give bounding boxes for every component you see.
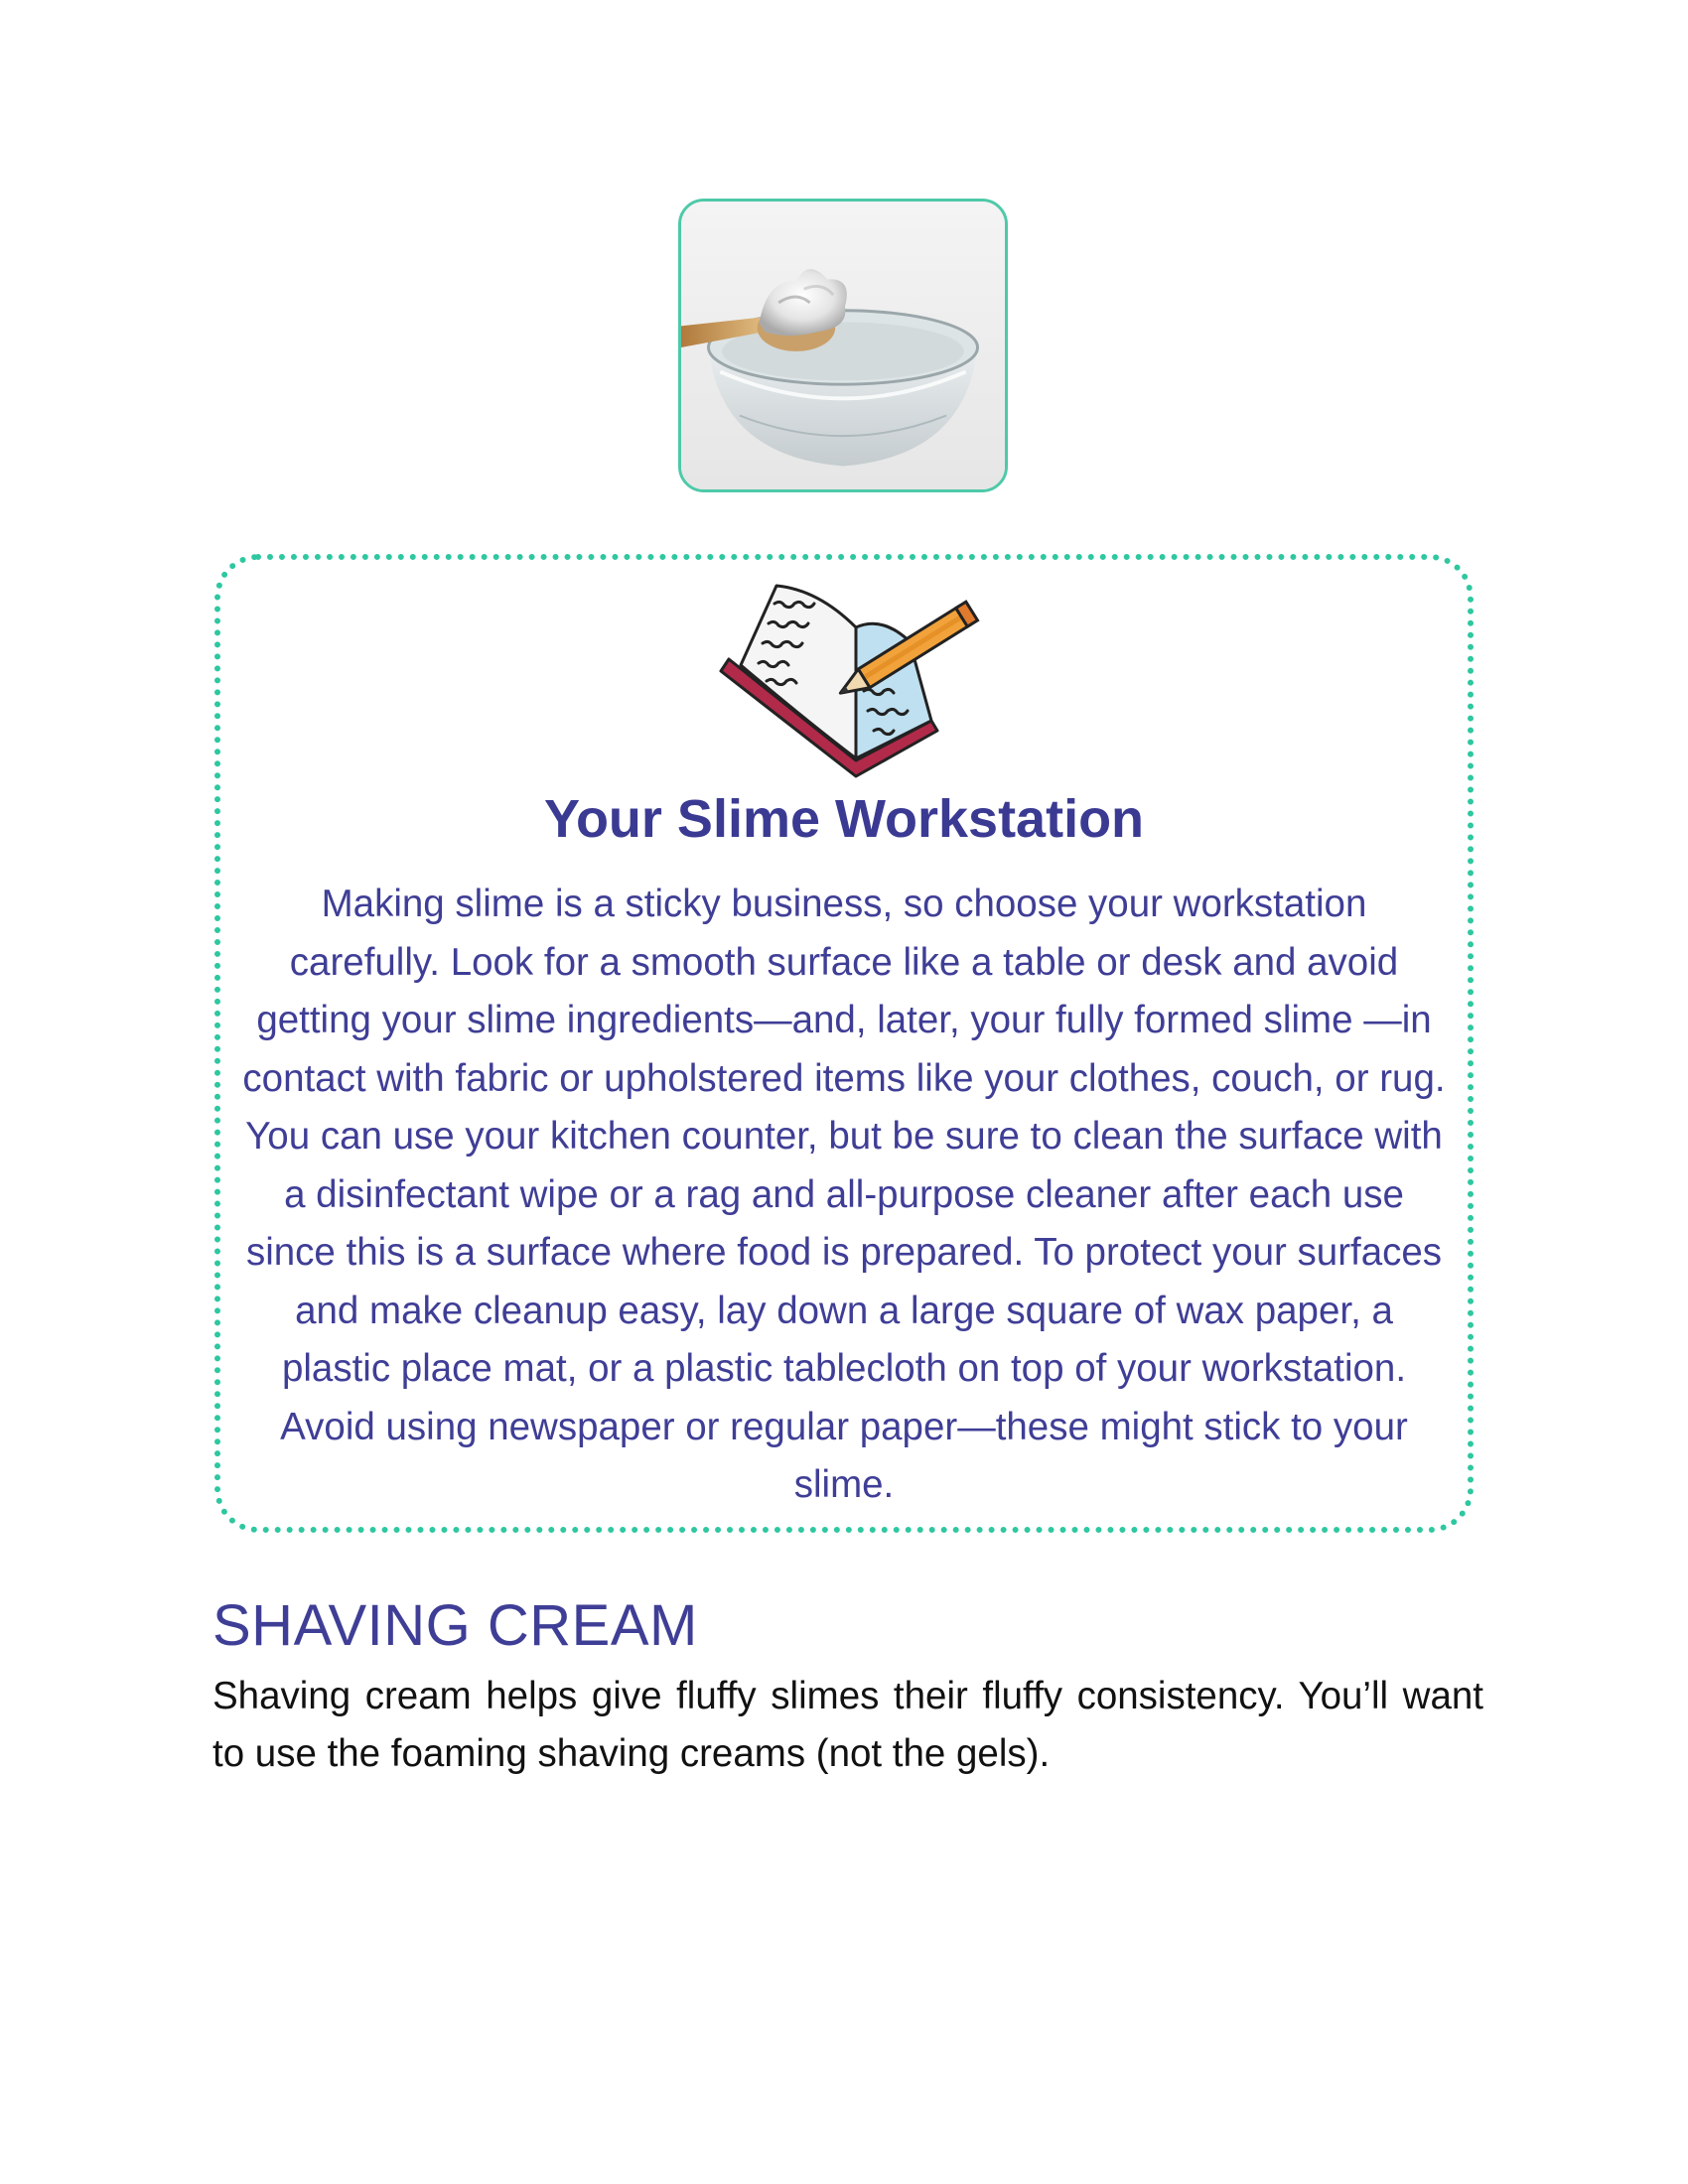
bowl-with-shaving-cream-photo xyxy=(681,202,1005,489)
workstation-tip-box xyxy=(214,554,1474,1533)
section-body: Shaving cream helps give fluffy slimes their fluffy consistency. You’ll want to use the foaming shaving creams (not the gels). xyxy=(212,1675,1483,1775)
section-heading: SHAVING CREAM xyxy=(212,1593,698,1658)
bowl-photo xyxy=(678,199,1008,492)
tip-title: Your Slime Workstation xyxy=(543,789,1145,849)
tip-body: Making slime is a sticky business, so choose your workstation carefully. Look for a smooth surface like a table or desk and avoid getting your slime ingredients—and, later, your fully formed slime —in contact with fabric or upholstered items like your clothes, couch, or rug. You can use your kitchen counter, but be sure to clean the surface with a disinfectant wipe or a rag and all-purpose cleaner after each use since this is a surface where food is prepared. To protect your surfaces and make cleanup easy, lay down a large square of wax paper, a plastic place mat, or a plastic tablecloth on top of your workstation. Avoid using newspaper or regular paper—these might stick to your slime. xyxy=(242,883,1446,1506)
notebook-and-pencil-icon xyxy=(707,582,995,780)
